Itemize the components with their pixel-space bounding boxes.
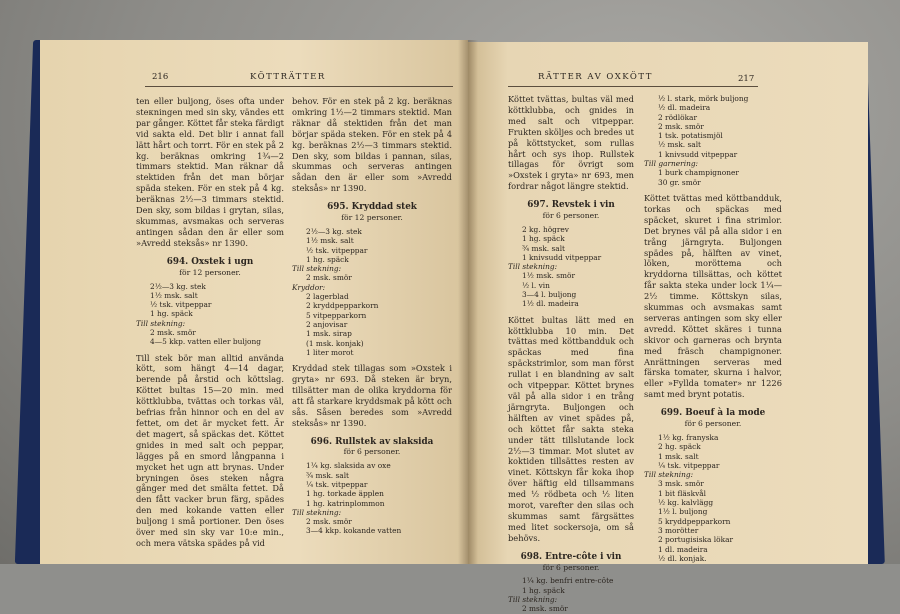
ingredient-item: ½ tsk. vitpeppar [306,245,368,255]
ingredient-item: 2 portugisiska lökar [658,535,734,545]
ingredient-item: ¼ tsk. vitpeppar [306,479,368,489]
ingredient-list [508,225,634,262]
recipe-title-694: 694. Oxstek i ugn [166,256,254,267]
ingredient-item: 1½ kg. franyska [658,433,719,442]
ingredient-list [508,604,634,613]
paragraph: Köttet bultas lätt med en köttklubba 10 min. Det tvättas med köttbandduk och späckas med fina späckstrimlor, som man först rullat i en blandning av salt och vitpeppar. Köttet brynes väl på alla sidor i en trång järngryta. Buljongen och hälften av vinet spädes på, och köttet får sakta steka under tätt tillslutande lock 2½—3 timmar. Mot slutet av koktiden tillsättes resten av vinet. Köttskyn får koka ihop över häftig eld tillsammans med ½ rödbeta och ½ liten morot, varefter den silas och skummas samt färgsättes med litet sockersoja, om så behövs. [508,314,634,543]
ingredient-list [136,328,284,347]
ingredient-label: Till stekning: [292,264,342,274]
ingredient-item: 1 hg. späck [150,309,193,319]
ingredient-item: ½ l. stark, mörk buljong [658,94,749,103]
ingredient-item: ¾ msk. salt [306,470,350,480]
ingredient-item: 1½ msk. salt [150,290,198,300]
recipe-title-698: 698. Entre-côte i vin [520,551,622,562]
ingredient-item: ¼ tsk. vitpeppar [658,460,720,470]
paragraph: Kryddad stek tillagas som »Oxstek i gryta» nr 693. Då steken är bryn, tillsätter man de olika kryddorna för att få starkare kryddsmak på kött och sås. Såsen beredes som »Avredd steksås» nr 1390. [292,363,452,428]
ingredient-item: 3 morötter [658,525,699,535]
left-column-2 [292,96,452,536]
page-number-left: 216 [152,72,169,82]
ingredient-item: 1 hg. späck [306,254,349,264]
ingredient-item: 3 msk. smör [658,479,704,489]
ingredient-list [292,227,452,264]
right-column-2 [644,94,782,563]
ingredient-item: 2 kg. högrev [522,224,569,234]
ingredient-item: 1½ msk. salt [306,236,354,246]
ingredient-item: 2 kryddpepparkorn [306,301,379,311]
book-gutter-shadow [458,40,478,564]
recipe-serving-699: för 6 personer. [684,419,742,429]
ingredient-list [292,273,452,282]
ingredient-item: 1 bit fläskvål [658,488,707,498]
ingredient-item: 1 knivsudd vitpeppar [522,252,602,262]
ingredient-item: ¾ msk. salt [522,243,566,253]
left-page [40,40,468,564]
ingredient-item: 1 dl. madeira [658,544,708,554]
header-rule-right [508,86,758,87]
recipe-serving-697: för 6 personer. [542,211,600,221]
ingredient-label: Till stekning: [644,470,694,480]
ingredient-item: 2 msk. smör [306,517,352,527]
ingredient-label: Kryddor: [292,282,326,292]
ingredient-item: 5 kryddpepparkorn [658,516,731,526]
ingredient-item: ½ kg. kalvlägg [658,498,714,508]
ingredient-item: 1¼ kg. slaksida av oxe [306,461,391,471]
paragraph: Köttet tvättas, bultas väl med köttklubba, och gnides in med salt och vitpeppar. Frukten sköljes och bredes ut på köttstycket, som rullas hårt och sys ihop. Rullstek tillagas för övrigt som »Oxstek i gryta» nr 693, men fordrar något längre stektid. [508,94,634,192]
ingredient-label: Till stekning: [136,318,186,328]
paragraph: behov. För en stek på 2 kg. beräknas omkring 1½—2 timmars stektid. Man räknar då stektiden från det man börjar späda steken. För en stek på 4 kg. beräknas 2½—3 timmars stektid. Den sky, som bildas i pannan, silas, skummas och serveras antingen sådan den är eller som »Avredd steksås» nr 1390. [292,96,452,194]
ingredient-item: ½ tsk. vitpeppar [150,300,212,310]
recipe-title-699: 699. Boeuf à la mode [660,408,766,419]
ingredient-item: 3—4 l. buljong [522,290,577,300]
running-head-left: KÖTTRÄTTER [250,72,326,82]
ingredient-item: 1½ l. buljong [658,507,708,517]
ingredient-list [508,576,634,595]
recipe-title-697: 697. Revstek i vin [527,200,615,211]
ingredient-label: Till stekning: [292,507,342,517]
recipe-serving-696: för 6 personer. [343,447,401,457]
running-head-right: RÄTTER AV OXKÖTT [538,72,653,82]
recipe-serving-695: för 12 personer. [341,213,403,223]
header-rule-left [145,86,453,87]
ingredient-label: Till garnering: [644,159,699,169]
ingredient-label: Till stekning: [508,262,558,272]
ingredient-item: 1 hg. späck [522,234,565,244]
ingredient-item: 2 msk. smör [522,604,568,614]
recipe-serving-694: för 12 personer. [179,267,241,277]
ingredient-item: 2 anjovisar [306,319,348,329]
ingredient-item: 1 tsk. potatismjöl [658,131,723,141]
ingredient-item: 2½—3 kg. stek [150,281,206,291]
ingredient-item: 1 msk. salt [658,451,699,461]
recipe-serving-698: för 6 personer. [542,562,600,572]
ingredient-item: 2 rödlökar [658,112,697,122]
ingredient-item: 5 vitpepparkorn [306,310,367,320]
ingredient-item: 1 burk champignoner [658,168,739,178]
recipe-title-695: 695. Kryddad stek [327,202,417,213]
ingredient-item: 2 msk. smör [306,273,352,283]
ingredient-item: 2 msk. smör [150,327,196,337]
ingredient-list [292,292,452,357]
right-page [468,42,868,614]
paragraph: ten eller buljong, öses ofta under steкningen med sin sky, vändes ett par gånger. Köttet får steka färdigt vid sakta eld. Det blir i annat fall lätt hårt och torrt. För en stek på 2 kg. beräknas omkring 1¾—2 timmars stektid. Man räknar då stektiden från det man börjar späda steken. För en stek på 4 kg. beräknas 2½—3 timmars stektid. Den sky, som bildas i grytan, silas, skummas, avsmakas och serveras antingen sådan den är eller som »Avredd steksås» nr 1390. [136,96,284,248]
ingredient-list [644,94,782,159]
ingredient-item: ½ msk. salt [658,140,702,150]
ingredient-item: 1 hg. torkade äpplen [306,489,384,499]
left-column-1 [136,96,284,549]
ingredient-item: ½ dl. madeira [658,103,711,113]
ingredient-list [644,479,782,563]
ingredient-item: 1½ dl. madeira [522,299,579,309]
ingredient-list [644,433,782,470]
paragraph: Köttet tvättas med köttbandduk, torkas och späckas med späcket, skuret i fina strimlor. Det brynes väl på alla sidor i en trång järngryta. Buljongen spädes på, hälften av vinet, löken, moröttema och kryddorna tillsättas, och köttet får sakta steka under lock 1¼—2½ timme. Köttskyn silas, skummas och avsmakas samt serveras antingen som sky eller avredd. Köttet skäres i tunna skivor och garneras och brynta med fräsch champignoner. Anrättningen serveras med färska tomater, skurna i halvor, eller »Fyllda tomater» nr 1226 samt med brynt potatis. [644,192,782,400]
ingredient-item: 2½—3 kg. stek [306,226,362,236]
ingredient-list [136,282,284,319]
ingredient-list [292,517,452,536]
ingredient-item: ½ dl. konjak. [658,553,707,563]
ingredient-item: 1 hg. katrinplommon [306,498,385,508]
right-column-1 [508,94,634,614]
ingredient-item: 1 knivsudd vitpeppar [658,149,738,159]
ingredient-item: 30 gr. smör [658,177,701,187]
paragraph: Till stek bör man alltid använda kött, som hängt 4—14 dagar, berende på årstid och köttslag. Köttet bultas 15—20 min. med köttklubba, tvättas och torkas väl, befrias från hinnor och en del av fettet, om det är mycket fett. Är det magert, så späckas det. Köttet gnides in med salt och peppar, lägges på en smord långpanna i mycket het ugn att brynas. Under bryningen öses steken några gånger med det smälta fettet. Då den fått vacker brun färg, spädes den med kokande vatten eller buljong i små portioner. Den öses över med sin sky var 10:e min., och mera vätska spädes på vid [136,352,284,548]
ingredient-item: 1 hg. späck [522,585,565,595]
ingredient-item: 3—4 kkp. kokande vatten [306,526,402,536]
ingredient-item: 2 hg. späck [658,442,701,452]
recipe-title-696: 696. Rullstek av slaksida [310,436,434,447]
ingredient-item: 1½ msk. smör [522,271,575,281]
ingredient-item: 2 lagerblad [306,292,349,302]
page-number-right: 217 [738,74,755,84]
ingredient-item: ½ l. vin [522,280,550,290]
ingredient-item: 1¼ kg. benfri entre-côte [522,576,614,586]
ingredient-list [644,168,782,187]
ingredient-list [508,271,634,308]
ingredient-item: (1 msk. konjak) [306,338,364,348]
ingredient-item: 1 msk. sirap [306,329,352,339]
ingredient-item: 4—5 kkp. vatten eller buljong [150,337,261,347]
ingredient-list [292,461,452,507]
ingredient-item: 2 msk. smör [658,121,704,131]
ingredient-item: 1 liter morot [306,347,354,357]
ingredient-label: Till stekning: [508,595,558,605]
